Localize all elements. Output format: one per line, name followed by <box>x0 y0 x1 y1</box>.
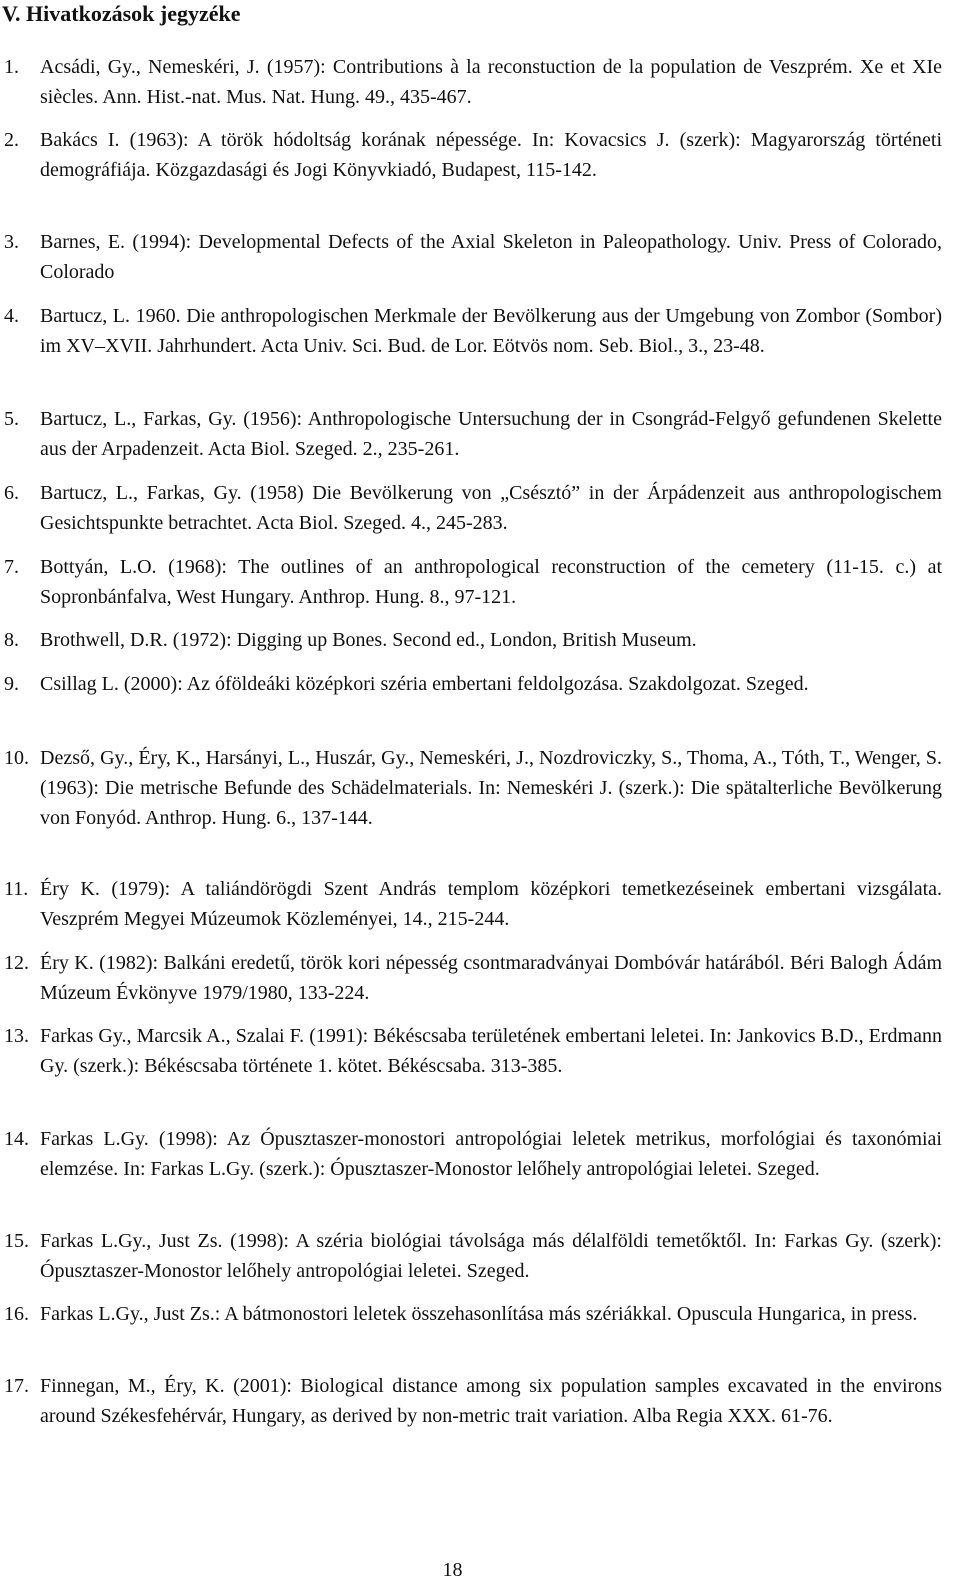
reference-number: 13. <box>4 1025 29 1047</box>
section-heading: V. Hivatkozások jegyzéke <box>2 1 241 26</box>
reference-number: 15. <box>4 1230 29 1252</box>
reference-text: Farkas L.Gy., Just Zs.: A bátmonostori leletek összehasonlítása más szériákkal. Opuscula Hungarica, in press. <box>40 1303 918 1325</box>
reference-text: Finnegan, M., Éry, K. (2001): Biological distance among six population samples excavated in the environs around Székesfehérvár, Hungary, as derived by non-metric trait variation. Alba Regia XXX. 61-76. <box>40 1375 942 1427</box>
reference-text: Acsádi, Gy., Nemeskéri, J. (1957): Contributions à la reconstuction de la population de Veszprém. Xe et XIe siècles. Ann. Hist.-nat. Mus. Nat. Hung. 49., 435-467. <box>40 56 942 108</box>
reference-number: 5. <box>4 408 19 430</box>
reference-number: 16. <box>4 1303 29 1325</box>
reference-text: Éry K. (1982): Balkáni eredetű, török kori népesség csontmaradványai Dombóvár határából. Béri Balogh Ádám Múzeum Évkönyve 1979/1980, 133-224. <box>40 952 942 1004</box>
reference-text: Bartucz, L., Farkas, Gy. (1956): Anthropologische Untersuchung der in Csongrád-Felgyő gefundenen Skelette aus der Arpadenzeit. Acta Biol. Szeged. 2., 235-261. <box>40 408 942 460</box>
reference-text: Bakács I. (1963): A török hódoltság korának népessége. In: Kovacsics J. (szerk): Magyarország történeti demográfiája. Közgazdasági és Jogi Könyvkiadó, Budapest, 115-142. <box>40 129 942 181</box>
reference-number: 12. <box>4 952 29 974</box>
reference-number: 2. <box>4 129 19 151</box>
reference-number: 4. <box>4 305 19 327</box>
reference-number: 7. <box>4 556 19 578</box>
page-number: 18 <box>442 1559 463 1581</box>
reference-text: Bottyán, L.O. (1968): The outlines of an anthropological reconstruction of the cemetery (11-15. c.) at Sopronbánfalva, West Hungary. Anthrop. Hung. 8., 97-121. <box>40 556 942 608</box>
reference-text: Farkas L.Gy., Just Zs. (1998): A széria biológiai távolsága más délalföldi temetőktől. In: Farkas Gy. (szerk): Ópusztaszer-Monostor lelőhely antropológiai leletei. Szeged. <box>40 1230 942 1282</box>
reference-number: 9. <box>4 673 19 695</box>
reference-number: 1. <box>4 56 19 78</box>
reference-text: Farkas L.Gy. (1998): Az Ópusztaszer-monostori antropológiai leletek metrikus, morfológiai és taxonómiai elemzése. In: Farkas L.Gy. (szerk.): Ópusztaszer-Monostor lelőhely antropológiai leletei. Szeged. <box>40 1128 942 1180</box>
reference-text: Barnes, E. (1994): Developmental Defects of the Axial Skeleton in Paleopathology. Univ. Press of Colorado, Colorado <box>40 231 942 283</box>
reference-number: 10. <box>4 747 29 769</box>
reference-number: 14. <box>4 1128 29 1150</box>
reference-number: 17. <box>4 1375 29 1397</box>
reference-text: Bartucz, L., Farkas, Gy. (1958) Die Bevölkerung von „Csésztó” in der Árpádenzeit aus anthropologischem Gesichtspunkte betrachtet. Acta Biol. Szeged. 4., 245-283. <box>40 482 942 534</box>
reference-text: Éry K. (1979): A taliándörögdi Szent András templom középkori temetkezéseinek embertani vizsgálata. Veszprém Megyei Múzeumok Közleményei, 14., 215-244. <box>40 878 942 930</box>
reference-text: Farkas Gy., Marcsik A., Szalai F. (1991): Békéscsaba területének embertani leletei. In: Jankovics B.D., Erdmann Gy. (szerk.): Békéscsaba története 1. kötet. Békéscsaba. 313-385. <box>40 1025 942 1077</box>
reference-number: 8. <box>4 629 19 651</box>
reference-number: 6. <box>4 482 19 504</box>
reference-text: Dezső, Gy., Éry, K., Harsányi, L., Huszár, Gy., Nemeskéri, J., Nozdroviczky, S., Thoma, A., Tóth, T., Wenger, S. (1963): Die metrische Befunde des Schädelmaterials. In: Nemeskéri J. (szerk.): Die spätalterliche Bevölkerung von Fonyód. Anthrop. Hung. 6., 137-144. <box>40 747 942 829</box>
reference-text: Brothwell, D.R. (1972): Digging up Bones. Second ed., London, British Museum. <box>40 629 697 651</box>
reference-number: 11. <box>4 878 29 900</box>
reference-text: Csillag L. (2000): Az óföldeáki középkori széria embertani feldolgozása. Szakdolgozat. Szeged. <box>40 673 809 695</box>
reference-number: 3. <box>4 231 19 253</box>
reference-text: Bartucz, L. 1960. Die anthropologischen Merkmale der Bevölkerung aus der Umgebung von Zombor (Sombor) im XV–XVII. Jahrhundert. Acta Univ. Sci. Bud. de Lor. Eötvös nom. Seb. Biol., 3., 23-48. <box>40 305 942 357</box>
